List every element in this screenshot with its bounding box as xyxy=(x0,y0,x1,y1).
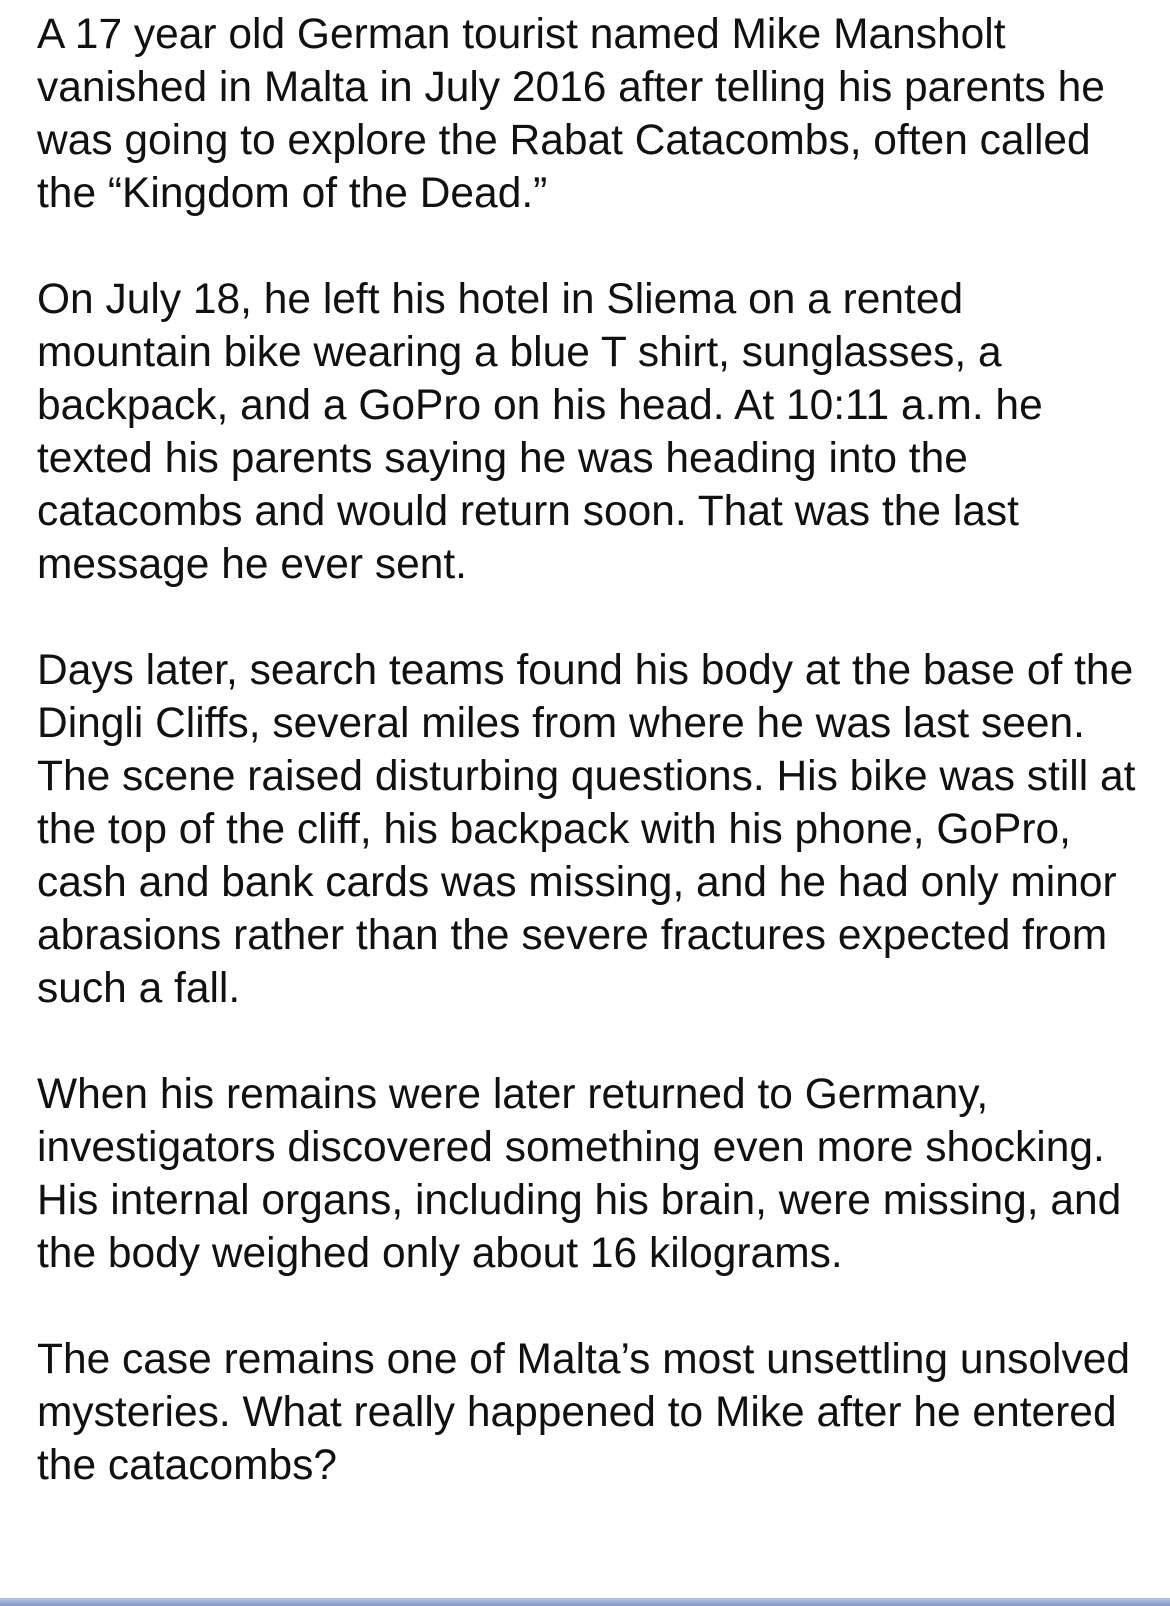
post-paragraph-3: Days later, search teams found his body at the base of the Dingli Cliffs, several miles from where he was last seen. The scene raised disturbing questions. His bike was still at the top of the cliff, his backpack with his phone, GoPro, cash and bank cards was missing, and he had only minor abrasions rather than the severe fractures expected from such a fall. xyxy=(37,647,1136,1012)
bottom-edge-bar xyxy=(0,1598,1170,1606)
post-paragraph-2: On July 18, he left his hotel in Sliema on a rented mountain bike wearing a blue T shirt, sunglasses, a backpack, and a GoPro on his head. At 10:11 a.m. he texted his parents saying he was heading into the catacombs and would return soon. That was the last message he ever sent. xyxy=(37,276,1043,588)
post-paragraph-4: When his remains were later returned to Germany, investigators discovered something even more shocking. His internal organs, including his brain, were missing, and the body weighed only about 16 kilograms. xyxy=(37,1071,1122,1277)
post-paragraph-5: The case remains one of Malta’s most unsettling unsolved mysteries. What really happened to Mike after he entered the catacombs? xyxy=(37,1336,1130,1489)
post-body xyxy=(37,8,1147,1492)
post-paragraph-1: A 17 year old German tourist named Mike Mansholt vanished in Malta in July 2016 after telling his parents he was going to explore the Rabat Catacombs, often called the “Kingdom of the Dead.” xyxy=(37,11,1105,217)
